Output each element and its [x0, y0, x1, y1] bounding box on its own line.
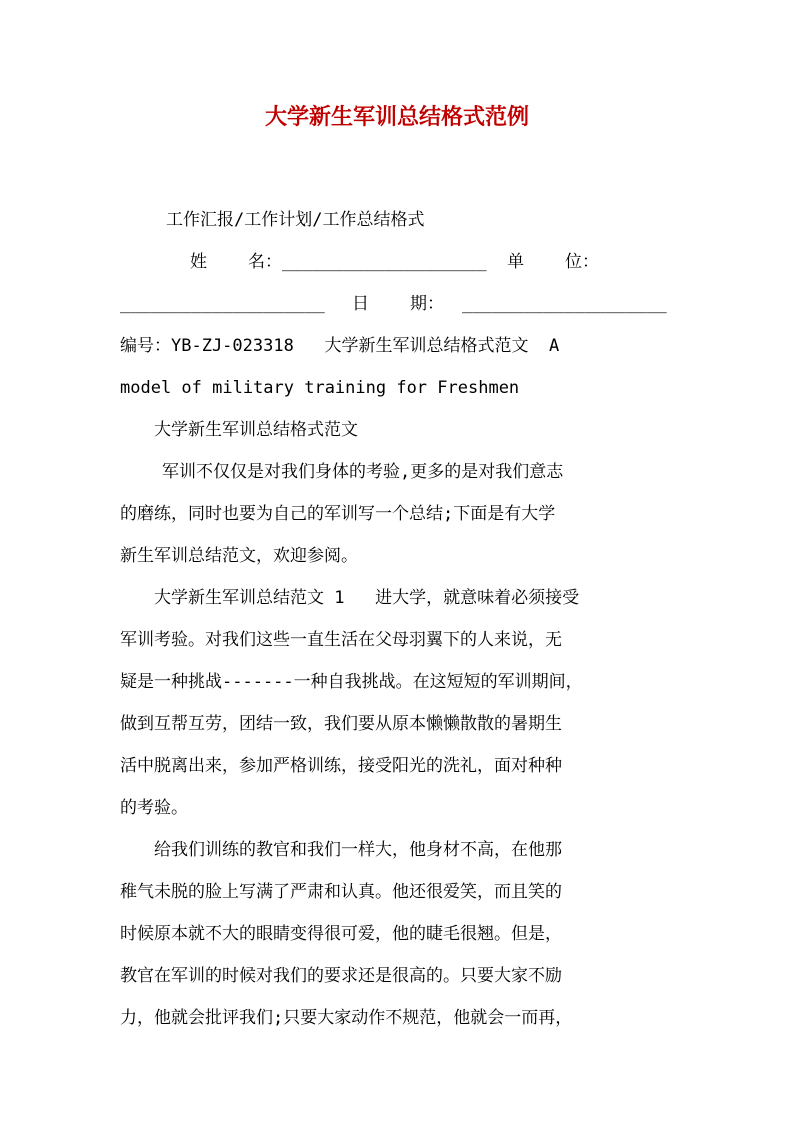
paragraph-line: 稚气未脱的脸上写满了严肃和认真。他还很爱笑，而且笑的	[120, 882, 562, 902]
header-line: 工作汇报/工作计划/工作总结格式	[166, 210, 425, 230]
paragraph-line: 军训不仅仅是对我们身体的考验,更多的是对我们意志	[162, 462, 564, 482]
code-line: 编号：YB-ZJ-023318 大学新生军训总结格式范文 A	[120, 336, 560, 356]
paragraph-line: 新生军训总结范文，欢迎参阅。	[120, 546, 358, 566]
paragraph-line: 教官在军训的时候对我们的要求还是很高的。只要大家不励	[120, 966, 562, 986]
paragraph-line: 活中脱离出来，参加严格训练，接受阳光的洗礼，面对种种	[120, 756, 562, 776]
date-blank: ____________________	[462, 294, 667, 314]
name-unit-field: 姓 名：____________________ 单 位：	[190, 252, 600, 272]
paragraph-line: 做到互帮互劳，团结一致，我们要从原本懒懒散散的暑期生	[120, 714, 562, 734]
paragraph-line: 军训考验。对我们这些一直生活在父母羽翼下的人来说，无	[120, 630, 562, 650]
paragraph-line: 力，他就会批评我们;只要大家动作不规范，他就会一而再，	[120, 1008, 573, 1028]
english-title: model of military training for Freshmen	[120, 378, 520, 398]
paragraph-line: 的考验。	[120, 798, 188, 818]
paragraph-line: 大学新生军训总结范文 1 进大学，就意味着必须接受	[154, 588, 580, 608]
paragraph-line: 疑是一种挑战-------一种自我挑战。在这短短的军训期间，	[120, 672, 583, 692]
subtitle: 大学新生军训总结格式范文	[154, 420, 358, 440]
document-title: 大学新生军训总结格式范例	[264, 104, 529, 130]
paragraph-line: 的磨练，同时也要为自己的军训写一个总结;下面是有大学	[120, 504, 556, 524]
paragraph-line: 给我们训练的教官和我们一样大，他身材不高，在他那	[154, 840, 562, 860]
date-label: 日 期：	[352, 294, 444, 314]
unit-blank: ____________________	[120, 294, 325, 314]
paragraph-line: 时候原本就不大的眼睛变得很可爱，他的睫毛很翘。但是，	[120, 924, 562, 944]
